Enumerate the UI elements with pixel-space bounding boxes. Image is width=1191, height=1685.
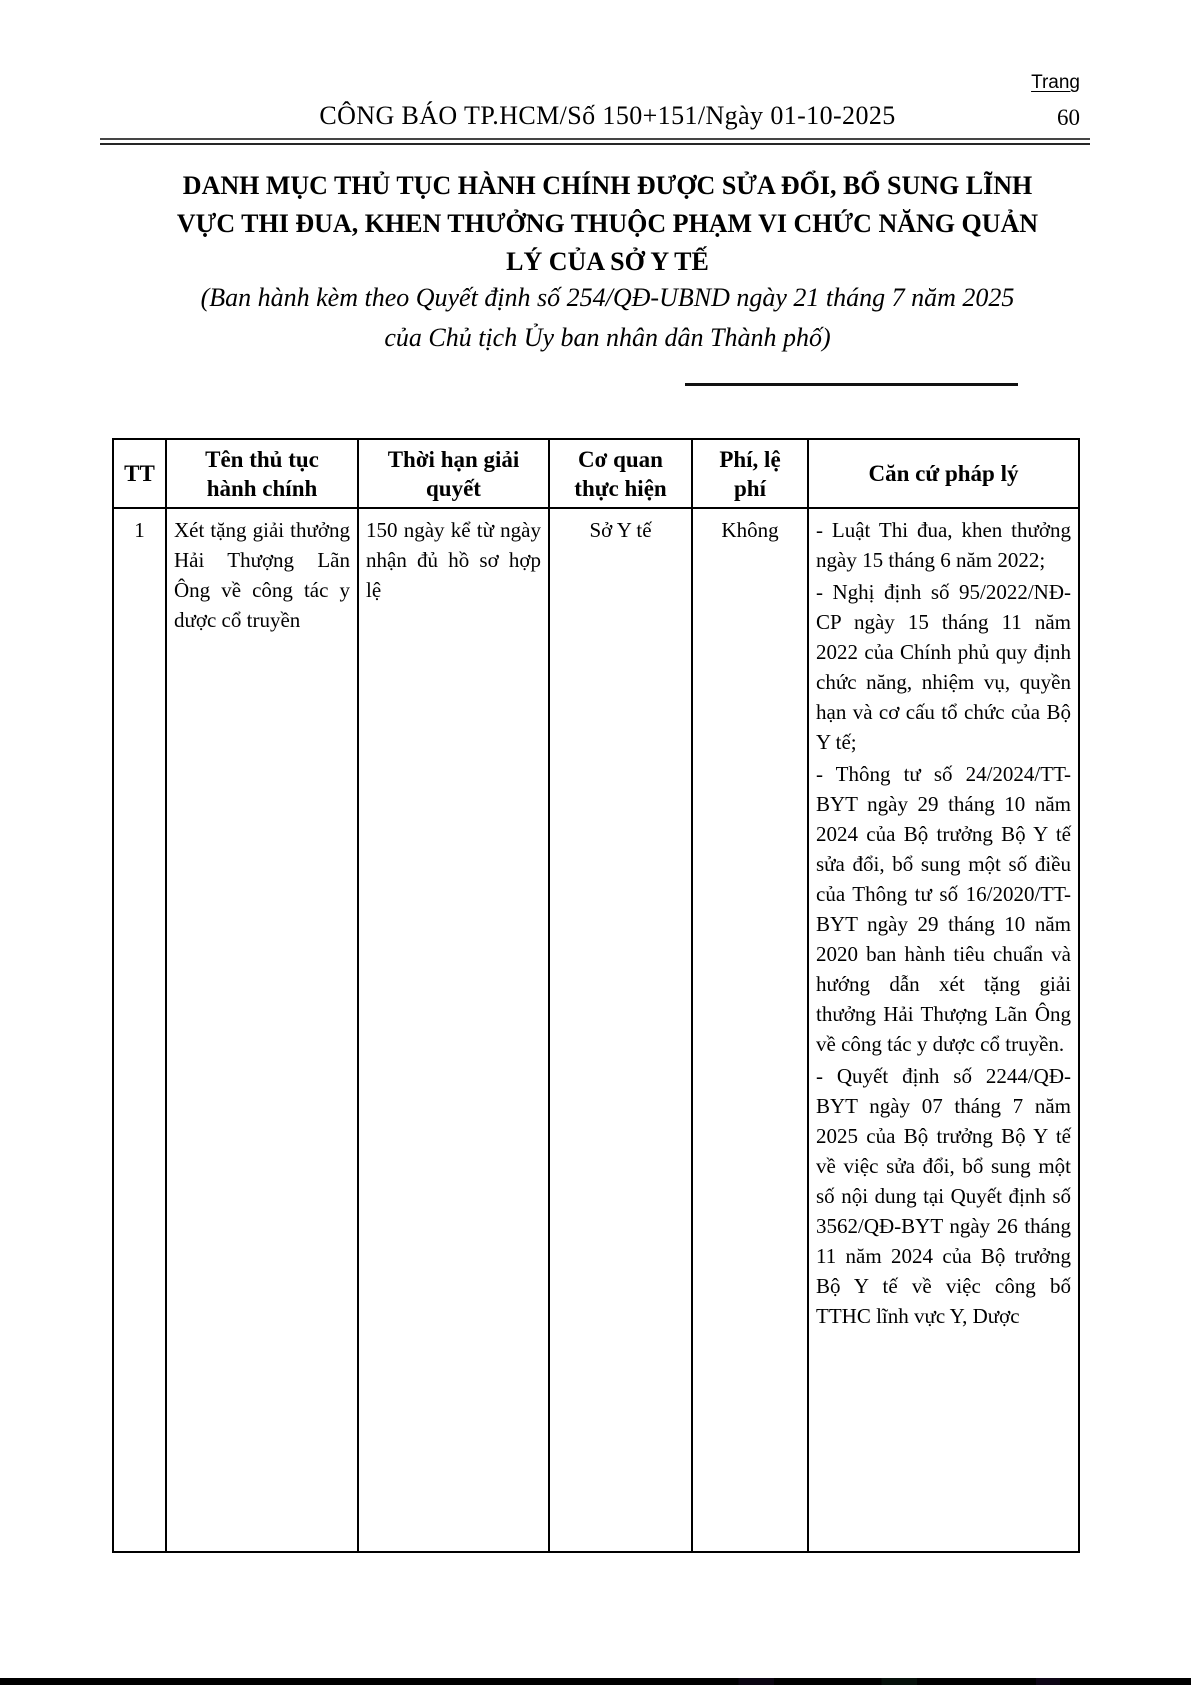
- cell-tt: 1: [113, 508, 166, 1552]
- header-cell-phi: Phí, lệ phí: [692, 439, 808, 508]
- cell-can-cu-phap-ly: [808, 508, 1079, 1552]
- header-double-rule: [100, 138, 1090, 145]
- masthead-title: CÔNG BÁO TP.HCM/Số 150+151/Ngày 01-10-2025: [319, 101, 896, 130]
- law-paragraph: - Nghị định số 95/2022/NĐ-CP ngày 15 tháng 11 năm 2022 của Chính phủ quy định chức năng, nhiệm vụ, quyền hạn và cơ cấu tổ chức của Bộ Y tế;: [816, 580, 1071, 754]
- table-header-row: [113, 439, 1079, 508]
- separator-line: [685, 383, 1018, 386]
- document-subtitle: [24, 278, 1191, 358]
- document-title: [24, 167, 1191, 281]
- law-paragraph: - Quyết định số 2244/QĐ-BYT ngày 07 tháng 7 năm 2025 của Bộ trưởng Bộ Y tế về việc sửa đổi, bổ sung một số nội dung tại Quyết định số 3562/QĐ-BYT ngày 26 tháng 11 năm 2024 của Bộ trưởng Bộ Y tế về việc công bố TTHC lĩnh vực Y, Dược: [816, 1064, 1071, 1328]
- bottom-scan-bar: [0, 1678, 1191, 1685]
- document-subtitle-line: (Ban hành kèm theo Quyết định số 254/QĐ-UBND ngày 21 tháng 7 năm 2025: [200, 283, 1015, 312]
- header-cell-can-cu: Căn cứ pháp lý: [808, 439, 1079, 508]
- table-row: [113, 508, 1079, 1552]
- header-cell-ten-thu-tuc: Tên thủ tục hành chính: [166, 439, 358, 508]
- header-cell-thoi-han: Thời hạn giải quyết: [358, 439, 549, 508]
- cell-thoi-han: 150 ngày kể từ ngày nhận đủ hồ sơ hợp lệ: [358, 508, 549, 1552]
- cell-ten-thu-tuc: Xét tặng giải thưởng Hải Thượng Lãn Ông về công tác y dược cổ truyền: [166, 508, 358, 1552]
- law-paragraph: - Luật Thi đua, khen thưởng ngày 15 tháng 6 năm 2022;: [816, 518, 1071, 572]
- law-paragraph: - Thông tư số 24/2024/TT-BYT ngày 29 tháng 10 năm 2024 của Bộ trưởng Bộ Y tế sửa đổi, bổ sung một số điều của Thông tư số 16/2020/TT-BYT ngày 29 tháng 10 năm 2020 ban hành tiêu chuẩn và hướng dẫn xét tặng giải thưởng Hải Thượng Lãn Ông về công tác y dược cổ truyền.: [816, 762, 1071, 1056]
- header-cell-co-quan: Cơ quan thực hiện: [549, 439, 692, 508]
- cell-phi: Không: [692, 508, 808, 1552]
- document-title-line: DANH MỤC THỦ TỤC HÀNH CHÍNH ĐƯỢC SỬA ĐỔI, BỔ SUNG LĨNH: [182, 171, 1033, 200]
- header-cell-tt: TT: [113, 439, 166, 508]
- document-subtitle-line: của Chủ tịch Ủy ban nhân dân Thành phố): [384, 323, 831, 352]
- procedures-table: [112, 438, 1080, 1553]
- page-number: 60: [1057, 105, 1080, 130]
- document-title-line: LÝ CỦA SỞ Y TẾ: [506, 247, 709, 276]
- page-header-label: Trang: [1031, 72, 1080, 93]
- document-title-line: VỰC THI ĐUA, KHEN THƯỞNG THUỘC PHẠM VI CHỨC NĂNG QUẢN: [176, 209, 1039, 238]
- cell-co-quan: Sở Y tế: [549, 508, 692, 1552]
